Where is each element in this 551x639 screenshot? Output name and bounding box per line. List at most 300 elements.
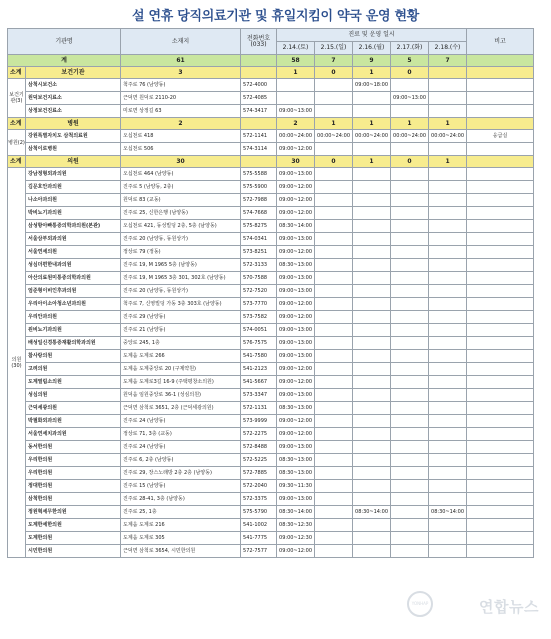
institution-name: 성심의원 (26, 389, 121, 402)
table-row (8, 272, 534, 285)
table-row (8, 545, 534, 558)
hours-cell: 09:00~18:00 (353, 79, 391, 92)
note-cell (467, 79, 534, 92)
hours-cell: 09:00~12:00 (277, 246, 315, 259)
institution-name: 우리아이소아청소년과의원 (26, 298, 121, 311)
phone: 575-8275 (241, 220, 277, 233)
note-cell (467, 519, 534, 532)
hours-cell (315, 220, 353, 233)
subtotal-blank (241, 67, 277, 79)
phone: 575-5588 (241, 168, 277, 181)
table-row (8, 324, 534, 337)
total-row (8, 55, 534, 67)
hours-cell (391, 143, 429, 156)
hours-cell: 09:00~12:00 (277, 298, 315, 311)
institution-name: 서울삼부외과의원 (26, 233, 121, 246)
phone: 572-1141 (241, 130, 277, 143)
note-cell (467, 454, 534, 467)
note-cell (467, 506, 534, 519)
hours-cell (315, 350, 353, 363)
note-cell (467, 545, 534, 558)
hours-cell: 09:00~13:00 (277, 233, 315, 246)
address: 척주로 76 (남양동) (121, 79, 241, 92)
institution-name: 우리한의원 (26, 467, 121, 480)
hours-cell (391, 337, 429, 350)
phone: 572-3375 (241, 493, 277, 506)
institution-name: 배성일신경통증재활의학과의원 (26, 337, 121, 350)
hours-cell (277, 79, 315, 92)
note-cell (467, 350, 534, 363)
institution-name: 나소아과의원 (26, 194, 121, 207)
hours-cell (391, 220, 429, 233)
institution-name: 아산의료원미통증의학과의원 (26, 272, 121, 285)
hours-cell: 09:00~12:00 (277, 181, 315, 194)
address: 원덕읍 임원중앙로 36-1 (성심의원) (121, 389, 241, 402)
hours-cell (429, 467, 467, 480)
subtotal-name: 보건기관 (26, 67, 121, 79)
hours-cell: 08:30~14:00 (277, 506, 315, 519)
hours-cell (429, 389, 467, 402)
table-row (8, 168, 534, 181)
hours-cell (315, 428, 353, 441)
address: 원덕로 83 (교동) (121, 194, 241, 207)
hours-cell: 00:00~24:00 (391, 130, 429, 143)
subtotal-day: 1 (429, 118, 467, 130)
hours-cell (391, 272, 429, 285)
institution-name: 정대한의원 (26, 480, 121, 493)
hours-cell (429, 246, 467, 259)
hours-cell (315, 194, 353, 207)
subtotal-day (429, 67, 467, 79)
subtotal-label: 소계 (8, 67, 26, 79)
hours-cell: 09:00~12:00 (277, 207, 315, 220)
hours-cell (391, 402, 429, 415)
hours-cell (429, 143, 467, 156)
subtotal-blank (241, 156, 277, 168)
table-row (8, 92, 534, 105)
table-row (8, 143, 534, 156)
address: 오십천로 464 (남양동) (121, 168, 241, 181)
table-row (8, 428, 534, 441)
hours-cell (391, 194, 429, 207)
total-label: 계 (8, 55, 121, 67)
hours-cell (391, 480, 429, 493)
table-row (8, 467, 534, 480)
hours-cell (391, 350, 429, 363)
note-cell (467, 181, 534, 194)
hours-cell: 00:00~24:00 (277, 130, 315, 143)
hours-cell (315, 519, 353, 532)
table-row (8, 79, 534, 92)
hours-cell (429, 181, 467, 194)
note-cell (467, 311, 534, 324)
hours-cell (315, 285, 353, 298)
note-cell (467, 168, 534, 181)
table-row (8, 181, 534, 194)
institution-name: 우리한의원 (26, 454, 121, 467)
hours-cell (353, 350, 391, 363)
hours-cell (391, 428, 429, 441)
phone: 573-9999 (241, 415, 277, 428)
hours-cell (391, 545, 429, 558)
address: 척주로 7, 신영빌딩 가동 3층 303호 (남양동) (121, 298, 241, 311)
note-cell (467, 105, 534, 118)
hours-cell (429, 350, 467, 363)
hours-cell (315, 493, 353, 506)
note-cell (467, 285, 534, 298)
phone: 573-7770 (241, 298, 277, 311)
hours-cell (315, 259, 353, 272)
hours-cell (391, 246, 429, 259)
hours-cell (429, 519, 467, 532)
health-group-label: 보건기관(3) (8, 79, 26, 118)
hours-cell (429, 480, 467, 493)
subtotal-blank (241, 118, 277, 130)
table-row (8, 194, 534, 207)
institution-name: 우리안과의원 (26, 311, 121, 324)
hours-cell: 09:00~12:00 (277, 428, 315, 441)
phone: 572-4085 (241, 92, 277, 105)
note-cell (467, 428, 534, 441)
hours-cell (353, 259, 391, 272)
phone: 572-7988 (241, 194, 277, 207)
address: 오십천로 418 (121, 130, 241, 143)
hours-cell (353, 298, 391, 311)
institution-name: 도계한의원 (26, 532, 121, 545)
subtotal-count: 3 (121, 67, 241, 79)
table-row (8, 130, 534, 143)
institution-name: 서울연세치과의원 (26, 428, 121, 441)
hours-cell (315, 207, 353, 220)
phone: 572-8488 (241, 441, 277, 454)
hours-cell (315, 480, 353, 493)
hours-cell (353, 324, 391, 337)
hospital-group-label: 병원(2) (8, 130, 26, 156)
institution-name: 원덕보건지료소 (26, 92, 121, 105)
hours-cell (429, 272, 467, 285)
hours-cell: 09:00~13:00 (277, 168, 315, 181)
hours-cell (353, 545, 391, 558)
note-cell (467, 389, 534, 402)
hours-cell (391, 506, 429, 519)
subtotal-label: 소계 (8, 156, 26, 168)
note-cell (467, 467, 534, 480)
hours-cell (315, 363, 353, 376)
hours-cell (391, 467, 429, 480)
phone: 541-7775 (241, 532, 277, 545)
hours-cell (353, 285, 391, 298)
hours-cell (315, 441, 353, 454)
table-row (8, 441, 534, 454)
hours-cell (429, 337, 467, 350)
table-row (8, 311, 534, 324)
header-date: 2.15.(일) (315, 42, 353, 55)
clinic-group-label: 의원(30) (8, 168, 26, 558)
note-cell (467, 246, 534, 259)
subtotal-name: 병원 (26, 118, 121, 130)
header-institution: 기관명 (8, 29, 121, 55)
hours-cell: 09:00~12:00 (277, 311, 315, 324)
subtotal-day: 0 (391, 67, 429, 79)
address: 진주로 28-41, 3층 (남양동) (121, 493, 241, 506)
address: 오십천로 506 (121, 143, 241, 156)
table-row (8, 402, 534, 415)
address: 진주로 19, M 1965 5층 (남양동) (121, 259, 241, 272)
address: 미로면 상정길 63 (121, 105, 241, 118)
hours-cell (429, 207, 467, 220)
hours-cell: 09:00~13:00 (277, 285, 315, 298)
note-cell (467, 143, 534, 156)
header-phone-area: (033) (250, 40, 267, 48)
phone: 572-7885 (241, 467, 277, 480)
phone: 574-0051 (241, 324, 277, 337)
header-date: 2.18.(수) (429, 42, 467, 55)
phone: 574-0341 (241, 233, 277, 246)
address: 진주로 25, 신한은행 (남양동) (121, 207, 241, 220)
hours-cell (429, 298, 467, 311)
hours-cell (429, 259, 467, 272)
watermark: 연합뉴스 (479, 598, 539, 616)
hours-cell: 09:00~13:00 (277, 441, 315, 454)
hours-cell (315, 298, 353, 311)
address: 도계읍 도계로 266 (121, 350, 241, 363)
subtotal-day: 0 (315, 156, 353, 168)
hours-cell: 09:00~13:00 (277, 324, 315, 337)
hours-cell (353, 402, 391, 415)
subtotal-name: 의원 (26, 156, 121, 168)
hours-cell (353, 207, 391, 220)
table-row (8, 105, 534, 118)
total-count: 61 (121, 55, 241, 67)
institution-name: 삼척한의원 (26, 493, 121, 506)
hours-cell: 09:00~13:00 (277, 493, 315, 506)
hours-cell (315, 402, 353, 415)
hours-cell (429, 441, 467, 454)
subtotal-count: 2 (121, 118, 241, 130)
hours-cell (315, 181, 353, 194)
address: 도계읍 도계로 216 (121, 519, 241, 532)
address: 정상로 71, 3층 (교동) (121, 428, 241, 441)
hours-cell (353, 441, 391, 454)
hours-cell (391, 454, 429, 467)
phone: 541-7580 (241, 350, 277, 363)
phone: 573-3347 (241, 389, 277, 402)
hours-cell (429, 285, 467, 298)
phone: 541-5667 (241, 376, 277, 389)
hours-cell (429, 194, 467, 207)
total-blank (241, 55, 277, 67)
hours-cell (353, 519, 391, 532)
address: 진주로 21 (남양동) (121, 324, 241, 337)
hours-cell: 00:00~24:00 (315, 130, 353, 143)
table-row (8, 454, 534, 467)
total-day: 5 (391, 55, 429, 67)
hours-cell (391, 298, 429, 311)
note-cell (467, 402, 534, 415)
address: 진주로 29, 장스노래방 2층 2층 (남양동) (121, 467, 241, 480)
address: 진주로 29 (남양동) (121, 311, 241, 324)
note-cell (467, 376, 534, 389)
institution-name: 참사랑의원 (26, 350, 121, 363)
total-day: 7 (429, 55, 467, 67)
hours-cell (353, 428, 391, 441)
address: 진주로 20 (남양동, 동원상가) (121, 285, 241, 298)
note-cell (467, 532, 534, 545)
hours-cell (353, 272, 391, 285)
table-row (8, 480, 534, 493)
hours-cell (391, 389, 429, 402)
note-cell (467, 233, 534, 246)
address: 근덕면 삼척로 3651, 2층 (근덕세광의원) (121, 402, 241, 415)
institution-name: 서울연세의원 (26, 246, 121, 259)
address: 정상로 79 (정동) (121, 246, 241, 259)
subtotal-day: 2 (277, 118, 315, 130)
table-row (8, 298, 534, 311)
subtotal-day: 1 (391, 118, 429, 130)
institution-name: 고려의원 (26, 363, 121, 376)
hours-cell (429, 363, 467, 376)
hours-cell: 09:00~13:00 (277, 105, 315, 118)
hours-cell (353, 181, 391, 194)
address: 진주로 24 (남양동) (121, 415, 241, 428)
institution-name: 정원혁세무한의원 (26, 506, 121, 519)
hospital-subtotal-row (8, 118, 534, 130)
subtotal-count: 30 (121, 156, 241, 168)
hours-cell (391, 376, 429, 389)
hours-cell (353, 415, 391, 428)
address: 진주로 15 (남양동) (121, 480, 241, 493)
hours-cell: 09:00~12:00 (277, 545, 315, 558)
hours-cell (353, 194, 391, 207)
hours-cell (391, 441, 429, 454)
hours-cell (429, 79, 467, 92)
phone: 541-1002 (241, 519, 277, 532)
hours-cell (315, 337, 353, 350)
schedule-table (7, 28, 534, 558)
hours-cell (429, 324, 467, 337)
hours-cell (353, 363, 391, 376)
hours-cell (353, 480, 391, 493)
hours-cell (391, 415, 429, 428)
hours-cell (315, 467, 353, 480)
header-note: 비고 (467, 29, 534, 55)
hours-cell (315, 143, 353, 156)
hours-cell (429, 454, 467, 467)
institution-name: 강원특별자치도 삼척의료원 (26, 130, 121, 143)
clinic-subtotal-row (8, 156, 534, 168)
hours-cell: 08:30~13:00 (277, 454, 315, 467)
hours-cell (429, 311, 467, 324)
subtotal-day: 30 (277, 156, 315, 168)
hours-cell: 08:30~13:00 (277, 259, 315, 272)
institution-name: 도계열림소의원 (26, 376, 121, 389)
subtotal-day: 1 (353, 67, 391, 79)
total-day: 58 (277, 55, 315, 67)
total-day: 7 (315, 55, 353, 67)
hours-cell: 09:00~13:00 (277, 272, 315, 285)
hours-cell (315, 92, 353, 105)
hours-cell: 08:30~14:00 (277, 220, 315, 233)
phone: 541-2123 (241, 363, 277, 376)
hours-cell (315, 506, 353, 519)
phone: 572-3133 (241, 259, 277, 272)
phone: 572-1131 (241, 402, 277, 415)
header-address: 소재지 (121, 29, 241, 55)
hours-cell: 09:00~13:00 (277, 350, 315, 363)
health-subtotal-row (8, 67, 534, 79)
hours-cell: 08:30~13:00 (277, 402, 315, 415)
institution-name: 윈비뇨기과의원 (26, 324, 121, 337)
subtotal-note (467, 67, 534, 79)
header-date: 2.16.(월) (353, 42, 391, 55)
institution-name: 엄준형이비인후과의원 (26, 285, 121, 298)
hours-cell (353, 105, 391, 118)
address: 진주로 20 (남양동, 동원상가) (121, 233, 241, 246)
institution-name: 성심더편한내과의원 (26, 259, 121, 272)
hours-cell (429, 428, 467, 441)
institution-name: 도계한세한의원 (26, 519, 121, 532)
hours-cell (391, 519, 429, 532)
note-cell (467, 324, 534, 337)
subtotal-note (467, 118, 534, 130)
note-cell (467, 259, 534, 272)
table-row (8, 532, 534, 545)
hours-cell (353, 311, 391, 324)
table-row (8, 337, 534, 350)
phone: 574-7668 (241, 207, 277, 220)
address: 도계읍 도계로 305 (121, 532, 241, 545)
phone: 573-7582 (241, 311, 277, 324)
institution-name: 근덕세광의원 (26, 402, 121, 415)
hours-cell (391, 532, 429, 545)
institution-name: 삼척시보건소 (26, 79, 121, 92)
hours-cell: 08:30~14:00 (429, 506, 467, 519)
watermark-logo-icon: YONHAP (407, 591, 433, 617)
hours-cell (429, 415, 467, 428)
hours-cell: 08:30~14:00 (353, 506, 391, 519)
phone: 572-5225 (241, 454, 277, 467)
address: 진주로 24 (남양동) (121, 441, 241, 454)
hours-cell (315, 454, 353, 467)
hours-cell: 09:00~12:30 (277, 532, 315, 545)
institution-name: 상정보건진료소 (26, 105, 121, 118)
address: 오십천로 421, 동성빌딩 2층, 5층 (남양동) (121, 220, 241, 233)
note-cell (467, 441, 534, 454)
address: 진주로 6, 2층 (남양동) (121, 454, 241, 467)
hours-cell (353, 168, 391, 181)
phone: 576-7575 (241, 337, 277, 350)
page-title: 설 연휴 당직의료기관 및 휴일지킴이 약국 운영 현황 (132, 9, 419, 24)
hours-cell: 09:00~12:00 (277, 415, 315, 428)
hours-cell (315, 324, 353, 337)
hours-cell (429, 233, 467, 246)
address: 진주로 19, M 1965 3층 301, 302호 (남양동) (121, 272, 241, 285)
phone: 572-7520 (241, 285, 277, 298)
subtotal-label: 소계 (8, 118, 26, 130)
hours-cell (315, 246, 353, 259)
table-row (8, 259, 534, 272)
hours-cell (391, 233, 429, 246)
address: 진주로 5 (남양동, 2층) (121, 181, 241, 194)
hours-cell (353, 233, 391, 246)
hours-cell (391, 79, 429, 92)
hours-cell (353, 376, 391, 389)
address: 중앙로 245, 1층 (121, 337, 241, 350)
hours-cell (353, 92, 391, 105)
hours-cell: 00:00~24:00 (353, 130, 391, 143)
note-cell (467, 415, 534, 428)
phone: 573-8251 (241, 246, 277, 259)
